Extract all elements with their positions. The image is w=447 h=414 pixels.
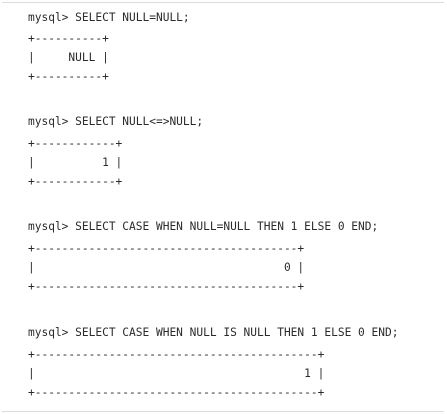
result-table-row: | 1 | xyxy=(28,367,325,380)
result-table-row: | NULL | xyxy=(28,51,109,64)
result-table-row: | 1 | xyxy=(28,156,123,169)
result-table-border-bottom: +------------+ xyxy=(28,175,123,188)
result-table-border-top: +----------+ xyxy=(28,32,109,45)
result-table-border-bottom: +----------+ xyxy=(28,70,109,83)
mysql-command-line: mysql> SELECT CASE WHEN NULL=NULL THEN 1 ELSE 0 END; xyxy=(28,220,379,233)
result-table-border-top: +---------------------------------------+ xyxy=(28,242,305,255)
mysql-command-line: mysql> SELECT CASE WHEN NULL IS NULL THEN 1 ELSE 0 END; xyxy=(28,326,399,339)
result-table-border-top: +------------------------------------------+ xyxy=(28,348,325,361)
result-table-border-bottom: +---------------------------------------+ xyxy=(28,280,305,293)
result-table-row: | 0 | xyxy=(28,261,305,274)
result-table-border-bottom: +------------------------------------------+ xyxy=(28,386,325,399)
result-table-border-top: +------------+ xyxy=(28,137,123,150)
mysql-command-line: mysql> SELECT NULL=NULL; xyxy=(28,11,190,24)
mysql-command-line: mysql> SELECT NULL<=>NULL; xyxy=(28,115,204,128)
